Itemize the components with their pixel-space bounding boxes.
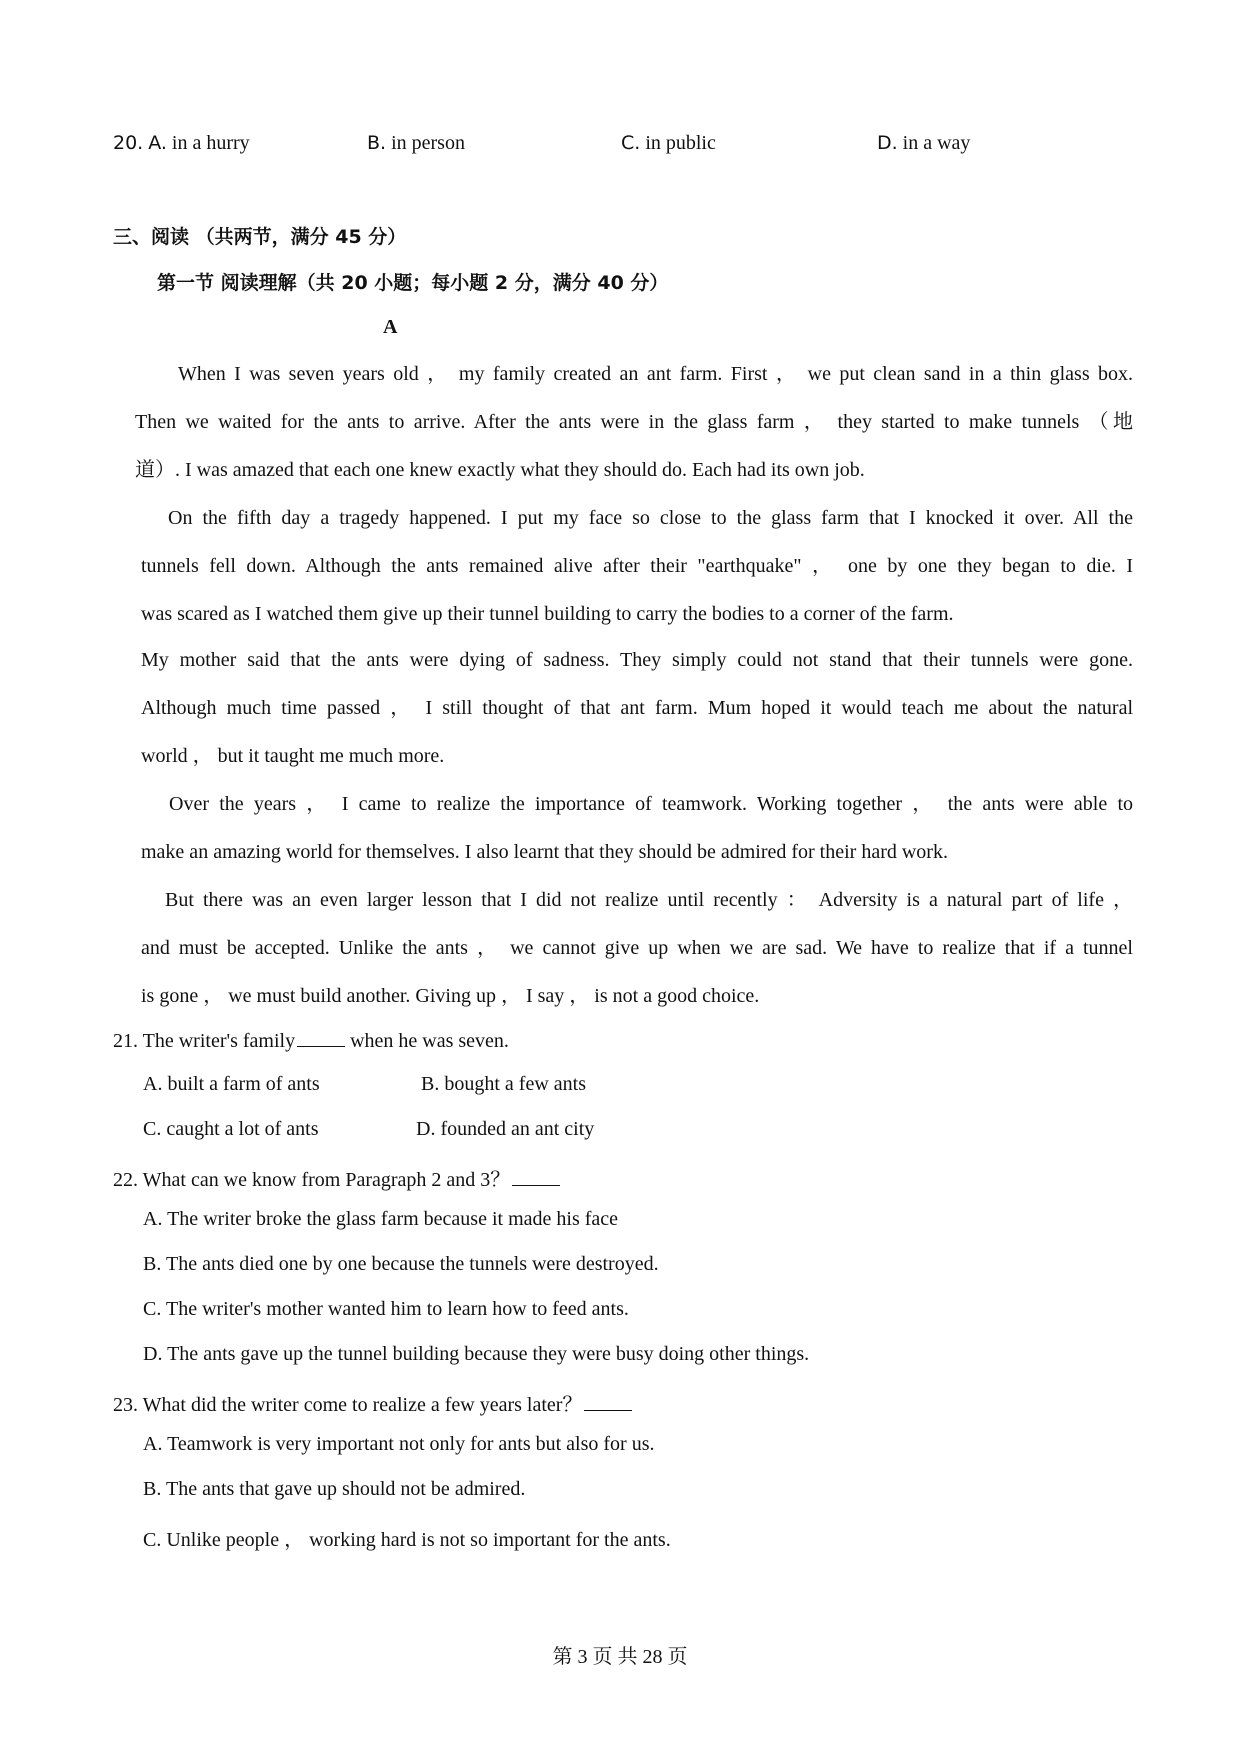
question-23-stem — [113, 1388, 632, 1417]
q23-answer-blank[interactable] — [584, 1392, 632, 1411]
q21-option-a-label: A. — [143, 1073, 163, 1095]
q22-option-b-label: B. — [143, 1253, 162, 1275]
q23-option-c-text: Unlike people ， working hard is not so important for the ants. — [166, 1529, 671, 1551]
q23-option-a-label: A. — [143, 1433, 163, 1455]
q20-option-d-label: D. — [877, 132, 898, 154]
passage-line: Then we waited for the ants to arrive. After the ants were in the glass farm ， they started to make tunnels （地 — [135, 411, 1133, 433]
q21-option-a-text: built a farm of ants — [167, 1073, 320, 1095]
passage-line: My mother said that the ants were dying of sadness. They simply could not stand that their tunnels were gone. — [141, 649, 1133, 671]
q20-option-a-label: A. — [148, 132, 167, 154]
q22-option-d[interactable] — [143, 1343, 809, 1366]
passage-line: On the fifth day a tragedy happened. I put my face so close to the glass farm that I knocked it over. All the — [168, 507, 1133, 529]
q23-option-c-label: C. — [143, 1529, 162, 1551]
q21-option-a[interactable] — [143, 1073, 320, 1096]
q22-option-c-text: The writer's mother wanted him to learn how to feed ants. — [165, 1298, 629, 1320]
q21-answer-blank[interactable] — [297, 1028, 345, 1047]
q23-stem-before: What did the writer come to realize a few years later？ — [142, 1394, 583, 1416]
q21-option-b[interactable] — [421, 1073, 586, 1096]
section-subtitle: 第一节 阅读理解（共 20 小题；每小题 2 分，满分 40 分） — [157, 272, 669, 294]
passage-line: 道）. I was amazed that each one knew exactly what they should do. Each had its own job. — [135, 459, 865, 481]
q21-stem-after: when he was seven. — [345, 1030, 509, 1052]
page-number-footer: 第 3 页 共 28 页 — [552, 1646, 688, 1668]
q22-option-c-label: C. — [143, 1298, 162, 1320]
q23-option-b-text: The ants that gave up should not be admired. — [165, 1478, 526, 1500]
q20-option-c-text: in public — [645, 132, 716, 154]
q20-option-c[interactable] — [621, 132, 716, 155]
passage-line: world ， but it taught me much more. — [141, 745, 445, 767]
q21-option-c-label: C. — [143, 1118, 162, 1140]
passage-line: tunnels fell down. Although the ants remained alive after their "earthquake" ， one by one they began to die. I — [141, 555, 1133, 577]
question-22-stem — [113, 1163, 560, 1192]
q22-option-a-text: The writer broke the glass farm because it made his face — [167, 1208, 619, 1230]
q21-stem-before: The writer's family — [142, 1030, 296, 1052]
passage-line: and must be accepted. Unlike the ants ， we cannot give up when we are sad. We have to realize that if a tunnel — [141, 937, 1133, 959]
q23-option-b-label: B. — [143, 1478, 162, 1500]
q20-number: 20. — [113, 132, 144, 154]
q21-option-b-label: B. — [421, 1073, 440, 1095]
q20-option-d-text: in a way — [902, 132, 971, 154]
passage-letter: A — [383, 316, 398, 338]
q22-option-d-text: The ants gave up the tunnel building because they were busy doing other things. — [167, 1343, 810, 1365]
q22-option-b[interactable] — [143, 1253, 659, 1276]
q23-option-a[interactable] — [143, 1433, 655, 1456]
q22-number: 22. — [113, 1169, 138, 1191]
passage-line: Although much time passed ， I still thought of that ant farm. Mum hoped it would teach me about the natural — [141, 697, 1133, 719]
q22-option-a[interactable] — [143, 1208, 618, 1231]
q21-option-d-label: D. — [416, 1118, 436, 1140]
section-title: 三、阅读 （共两节，满分 45 分） — [113, 226, 407, 248]
q23-option-b[interactable] — [143, 1478, 525, 1501]
q21-option-b-text: bought a few ants — [444, 1073, 586, 1095]
q20-option-a[interactable] — [113, 132, 250, 155]
passage-line: Over the years ， I came to realize the importance of teamwork. Working together ， the ants were able to — [169, 793, 1133, 815]
q20-option-b[interactable] — [367, 132, 465, 155]
passage-line: But there was an even larger lesson that I did not realize until recently ： Adversity is a natural part of life ， — [165, 889, 1133, 911]
passage-line: was scared as I watched them give up their tunnel building to carry the bodies to a corner of the farm. — [141, 603, 954, 625]
q23-option-a-text: Teamwork is very important not only for ants but also for us. — [167, 1433, 655, 1455]
q22-answer-blank[interactable] — [512, 1167, 560, 1186]
q22-option-c[interactable] — [143, 1298, 629, 1321]
passage-line: is gone ， we must build another. Giving up ， I say ， is not a good choice. — [141, 985, 760, 1007]
q21-option-c[interactable] — [143, 1118, 319, 1141]
q22-option-a-label: A. — [143, 1208, 163, 1230]
q20-option-a-text: in a hurry — [171, 132, 250, 154]
q20-option-c-label: C. — [621, 132, 641, 154]
q23-option-c[interactable] — [143, 1523, 671, 1552]
q22-option-d-label: D. — [143, 1343, 163, 1365]
q20-option-d[interactable] — [877, 132, 970, 155]
passage-line: make an amazing world for themselves. I also learnt that they should be admired for their hard work. — [141, 841, 948, 863]
question-21-stem — [113, 1028, 509, 1053]
q21-number: 21. — [113, 1030, 138, 1052]
passage-line: When I was seven years old ， my family created an ant farm. First ， we put clean sand in a thin glass box. — [178, 363, 1133, 385]
q23-number: 23. — [113, 1394, 138, 1416]
q21-option-d-text: founded an ant city — [440, 1118, 595, 1140]
q22-option-b-text: The ants died one by one because the tunnels were destroyed. — [165, 1253, 659, 1275]
q22-stem-before: What can we know from Paragraph 2 and 3？ — [142, 1169, 511, 1191]
q21-option-d[interactable] — [416, 1118, 594, 1141]
q20-option-b-text: in person — [391, 132, 465, 154]
q20-option-b-label: B. — [367, 132, 387, 154]
q21-option-c-text: caught a lot of ants — [166, 1118, 319, 1140]
